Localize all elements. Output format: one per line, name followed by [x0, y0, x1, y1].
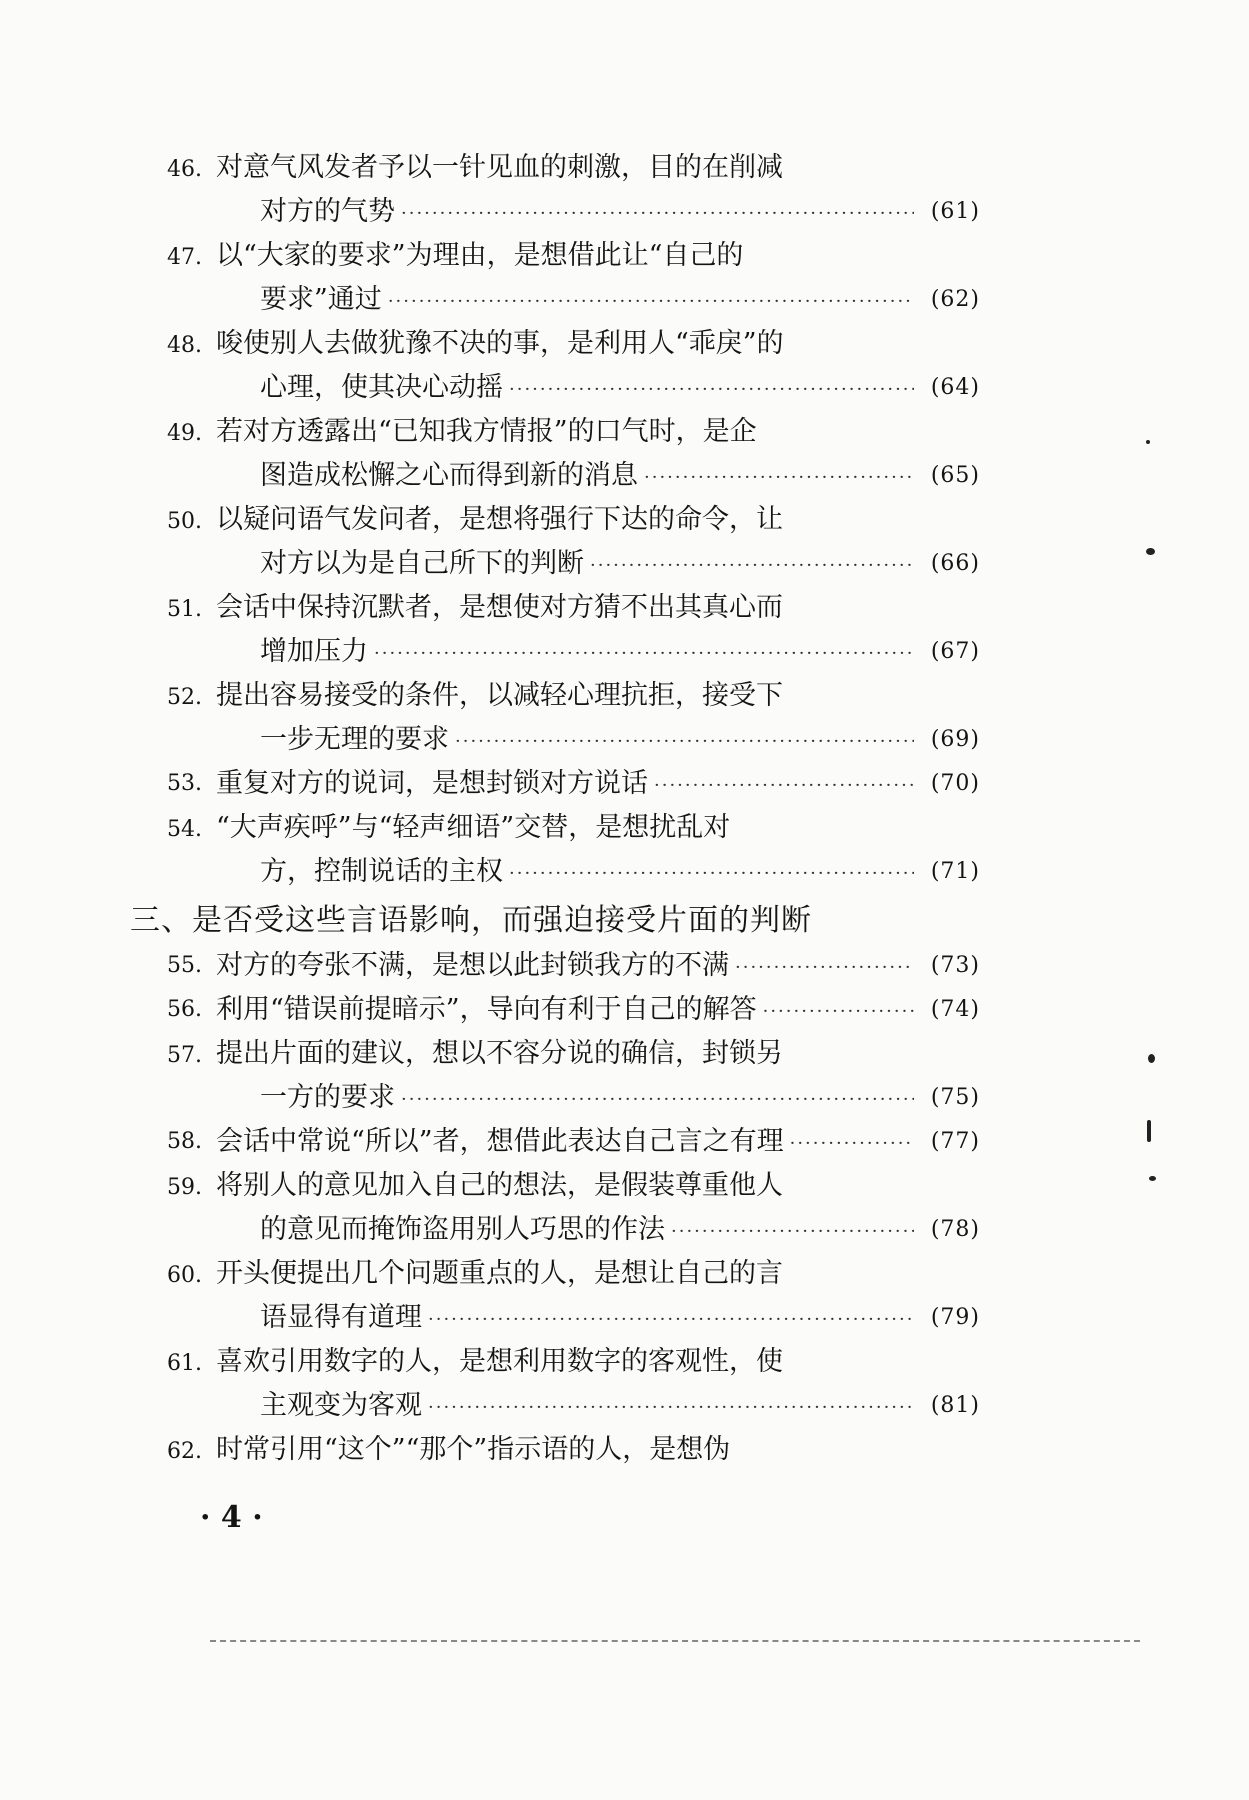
toc-entry-page: (74) [930, 997, 980, 1022]
toc-entry-number: 53. [167, 771, 202, 796]
toc-entry-page: (66) [930, 551, 980, 576]
toc-entry-title-continued: 主观变为客观 [260, 1390, 422, 1421]
scan-speck [1146, 548, 1155, 555]
toc-entry-line [150, 988, 980, 1032]
dot-leader [455, 718, 914, 762]
toc-entry-number: 48. [167, 333, 202, 358]
toc-entry-title-continued: 语显得有道理 [260, 1302, 422, 1333]
toc-entry-title: 以“大家的要求”为理由，是想借此让“自己的 [216, 240, 744, 271]
toc-entry-line [150, 146, 980, 190]
toc-entry-page: (67) [930, 639, 980, 664]
toc-entry-line [150, 1032, 980, 1076]
toc-entry-number: 57. [167, 1043, 202, 1068]
toc-entry-title: 提出片面的建议，想以不容分说的确信，封锁另 [216, 1038, 783, 1069]
toc-entry [150, 410, 980, 498]
toc-entry-title-continued: 图造成松懈之心而得到新的消息 [260, 460, 638, 491]
toc-entry [150, 1164, 980, 1252]
scan-speck [1149, 1176, 1156, 1181]
toc-entry-title: 将别人的意见加入自己的想法，是假装尊重他人 [216, 1170, 783, 1201]
toc-entry [150, 322, 980, 410]
toc-group-b [150, 944, 980, 1472]
toc-entry-line [150, 762, 980, 806]
toc-entry-number: 54. [167, 817, 202, 842]
dot-leader [428, 1384, 914, 1428]
toc-entry [150, 1032, 980, 1120]
dot-leader [644, 454, 914, 498]
dot-leader [388, 278, 914, 322]
toc-entry [150, 1252, 980, 1340]
toc-entry-title: 喜欢引用数字的人，是想利用数字的客观性，使 [216, 1346, 783, 1377]
toc-entry-page: (71) [930, 859, 980, 884]
toc-entry-number: 59. [167, 1175, 202, 1200]
toc-entry-continuation [150, 1384, 980, 1428]
toc-entry-title-continued: 要求”通过 [260, 284, 382, 315]
dot-leader [374, 630, 914, 674]
toc-entry [150, 1120, 980, 1164]
scan-speck [1146, 440, 1150, 444]
table-of-contents [130, 146, 980, 1472]
toc-entry-page: (78) [930, 1217, 980, 1242]
toc-entry-page: (64) [930, 375, 980, 400]
toc-entry-line [150, 322, 980, 366]
toc-entry-line [150, 586, 980, 630]
toc-entry-title: 对意气风发者予以一针见血的刺激，目的在削减 [216, 152, 783, 183]
toc-entry [150, 944, 980, 988]
bottom-rule [210, 1640, 1140, 1642]
toc-entry-page: (79) [930, 1305, 980, 1330]
toc-entry [150, 1340, 980, 1428]
toc-entry-page: (61) [930, 199, 980, 224]
toc-entry-continuation [150, 366, 980, 410]
toc-entry-number: 46. [167, 157, 202, 182]
toc-entry-number: 61. [167, 1351, 202, 1376]
toc-entry-line [150, 806, 980, 850]
toc-entry-line [150, 944, 980, 988]
toc-entry-page: (65) [930, 463, 980, 488]
toc-entry-title-continued: 一方的要求 [260, 1082, 395, 1113]
dot-leader [428, 1296, 914, 1340]
toc-entry [150, 988, 980, 1032]
toc-entry-page: (73) [930, 953, 980, 978]
toc-group-a [150, 146, 980, 894]
toc-entry-page: (69) [930, 727, 980, 752]
dot-leader [671, 1208, 914, 1252]
toc-entry-continuation [150, 190, 980, 234]
toc-entry [150, 234, 980, 322]
toc-entry-title: 时常引用“这个”“那个”指示语的人，是想伪 [216, 1434, 731, 1465]
toc-entry-title-continued: 增加压力 [260, 636, 368, 667]
toc-entry-title: 提出容易接受的条件，以减轻心理抗拒，接受下 [216, 680, 783, 711]
toc-entry-page: (70) [930, 771, 980, 796]
toc-entry-number: 52. [167, 685, 202, 710]
toc-entry-title: 唆使别人去做犹豫不决的事，是利用人“乖戾”的 [216, 328, 784, 359]
dot-leader [401, 1076, 914, 1120]
toc-entry-number: 49. [167, 421, 202, 446]
toc-entry-line [150, 234, 980, 278]
dot-leader [654, 762, 914, 806]
toc-entry-continuation [150, 850, 980, 894]
toc-entry-continuation [150, 1208, 980, 1252]
toc-entry-line [150, 1164, 980, 1208]
toc-entry-line [150, 1252, 980, 1296]
toc-entry-title: 开头便提出几个问题重点的人，是想让自己的言 [216, 1258, 783, 1289]
toc-entry-number: 50. [167, 509, 202, 534]
toc-entry [150, 1428, 980, 1472]
section-heading: 三、是否受这些言语影响，而强迫接受片面的判断 [130, 903, 812, 938]
toc-entry-page: (77) [930, 1129, 980, 1154]
toc-entry-title: 利用“错误前提暗示”，导向有利于自己的解答 [216, 994, 757, 1025]
toc-entry-line [150, 1428, 980, 1472]
toc-entry [150, 762, 980, 806]
toc-entry-continuation [150, 542, 980, 586]
toc-entry-page: (75) [930, 1085, 980, 1110]
toc-entry-continuation [150, 630, 980, 674]
dot-leader [401, 190, 914, 234]
toc-entry-line [150, 1340, 980, 1384]
toc-entry-title: 对方的夸张不满，是想以此封锁我方的不满 [216, 950, 729, 981]
toc-entry-page: (81) [930, 1393, 980, 1418]
toc-entry-continuation [150, 454, 980, 498]
toc-entry-title: 以疑问语气发问者，是想将强行下达的命令，让 [216, 504, 783, 535]
toc-entry-title-continued: 心理，使其决心动摇 [260, 372, 503, 403]
dot-leader [735, 944, 914, 988]
toc-entry-title: 重复对方的说词，是想封锁对方说话 [216, 768, 648, 799]
toc-entry-line [150, 1120, 980, 1164]
dot-leader [509, 366, 914, 410]
toc-entry [150, 586, 980, 674]
toc-entry-number: 56. [167, 997, 202, 1022]
toc-entry-number: 60. [167, 1263, 202, 1288]
toc-entry-title-continued: 对方的气势 [260, 196, 395, 227]
toc-entry-title: 会话中保持沉默者，是想使对方猜不出其真心而 [216, 592, 783, 623]
toc-entry-line [150, 498, 980, 542]
toc-entry [150, 806, 980, 894]
toc-entry-title: “大声疾呼”与“轻声细语”交替，是想扰乱对 [216, 812, 731, 843]
page-number: · 4 · [200, 1500, 263, 1535]
toc-entry-number: 62. [167, 1439, 202, 1464]
toc-entry [150, 674, 980, 762]
toc-entry-title-continued: 的意见而掩饰盗用别人巧思的作法 [260, 1214, 665, 1245]
toc-entry-line [150, 410, 980, 454]
toc-entry-title: 会话中常说“所以”者，想借此表达自己言之有理 [216, 1126, 784, 1157]
toc-entry [150, 498, 980, 586]
toc-entry-number: 47. [167, 245, 202, 270]
toc-entry-continuation [150, 278, 980, 322]
dot-leader [509, 850, 914, 894]
toc-entry-continuation [150, 1076, 980, 1120]
toc-entry-number: 55. [167, 953, 202, 978]
toc-entry-line [150, 674, 980, 718]
dot-leader [790, 1120, 914, 1164]
dot-leader [763, 988, 914, 1032]
scan-speck [1147, 1120, 1151, 1142]
toc-entry-title-continued: 方，控制说话的主权 [260, 856, 503, 887]
toc-entry-title: 若对方透露出“已知我方情报”的口气时，是企 [216, 416, 757, 447]
toc-entry-continuation [150, 1296, 980, 1340]
toc-entry-page: (62) [930, 287, 980, 312]
toc-entry-title-continued: 一步无理的要求 [260, 724, 449, 755]
scan-speck [1148, 1054, 1155, 1063]
toc-entry-title-continued: 对方以为是自己所下的判断 [260, 548, 584, 579]
dot-leader [590, 542, 914, 586]
toc-entry-number: 58. [167, 1129, 202, 1154]
toc-entry-number: 51. [167, 597, 202, 622]
toc-entry [150, 146, 980, 234]
toc-entry-continuation [150, 718, 980, 762]
